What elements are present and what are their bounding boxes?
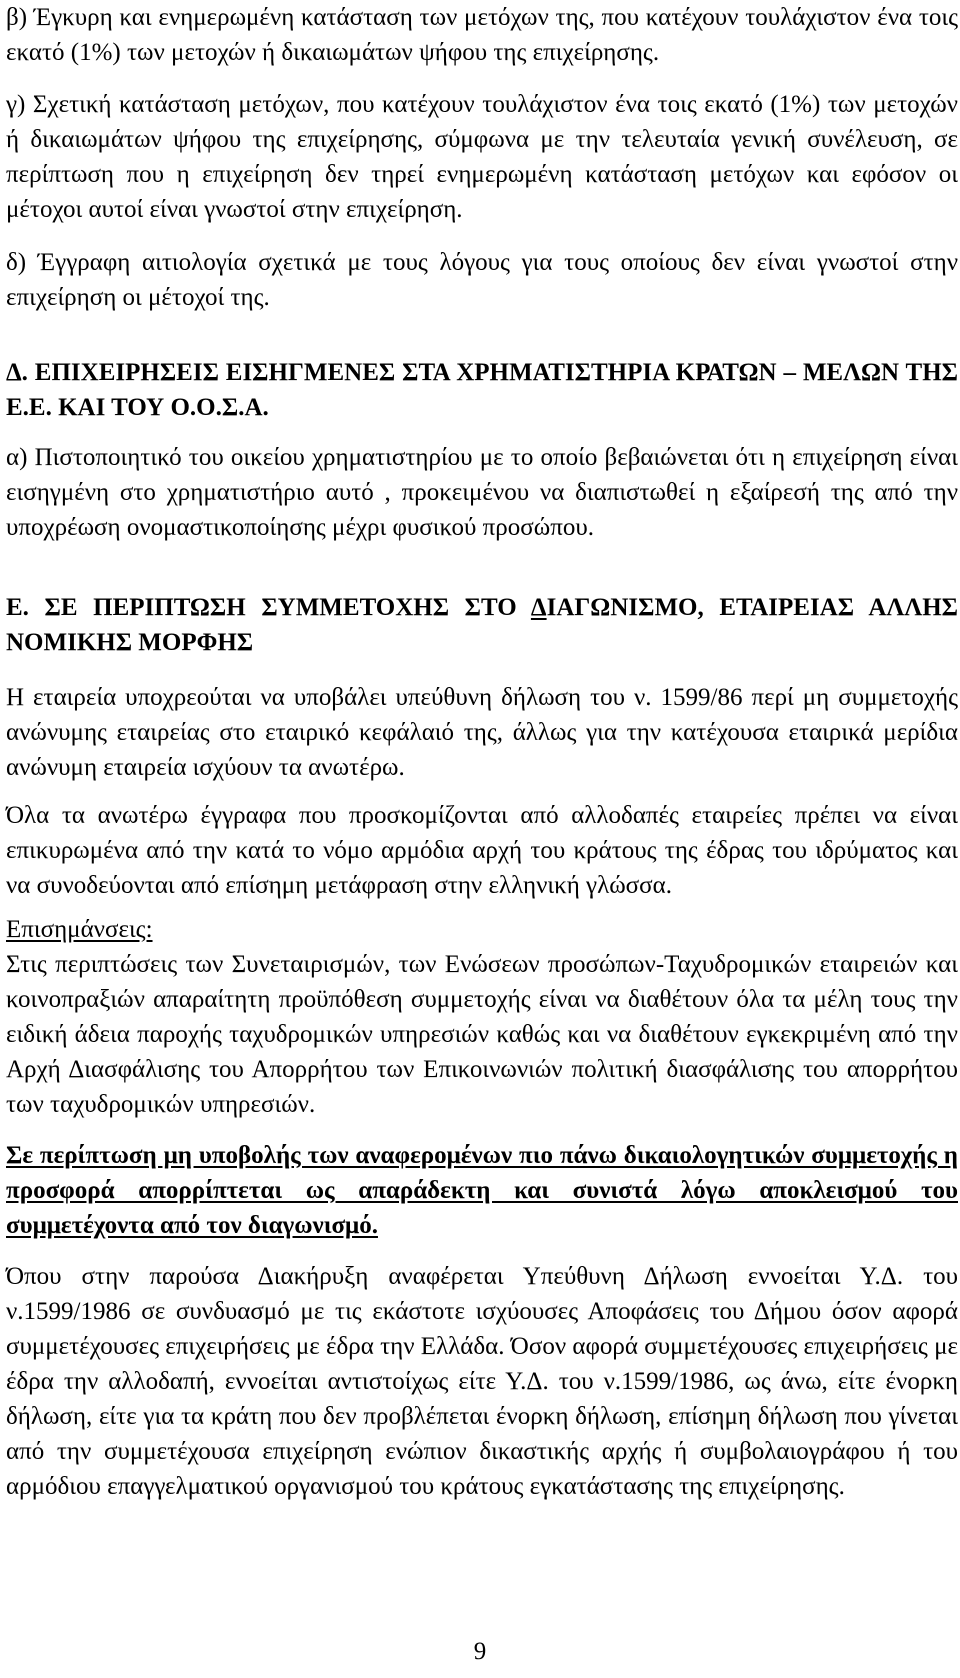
heading-text-part: Ε. ΣΕ ΠΕΡΙΠΤΩΣΗ ΣΥΜΜΕΤΟΧΗΣ ΣΤΟ — [6, 594, 531, 621]
page-number: 9 — [473, 1638, 487, 1665]
heading-text-underlined-letter: Δ — [530, 594, 547, 621]
section-heading-other-legal-form — [6, 590, 958, 660]
paragraph-stock-exchange-certificate: α) Πιστοποιητικό του οικείου χρηματιστηρίου με το οποίο βεβαιώνεται ότι η επιχείρηση είναι εισηγμένη στο χρηματιστήριο αυτό , προκειμένου να διαπιστωθεί η εξαίρεσή της από την υποχρέωση ονομαστικοποίησης μέχρι φυσικού προσώπου. — [6, 444, 958, 541]
paragraph-shareholders-register: β) Έγκυρη και ενημερωμένη κατάσταση των μετόχων της, που κατέχουν τουλάχιστον ένα τοις εκατό (1%) των μετοχών ή δικαιωμάτων ψήφου της επιχείρησης. — [6, 4, 958, 66]
paragraph-rejection-warning: Σε περίπτωση μη υποβολής των αναφερομένων πιο πάνω δικαιολογητικών συμμετοχής η προσφορά απορρίπτεται ως απαράδεκτη και συνιστά λόγω αποκλεισμού του συμμετέχοντα από τον διαγωνισμό. — [6, 1142, 958, 1239]
section-heading-listed-companies: Δ. ΕΠΙΧΕΙΡΗΣΕΙΣ ΕΙΣΗΓΜΕΝΕΣ ΣΤΑ ΧΡΗΜΑΤΙΣΤΗΡΙΑ ΚΡΑΤΩΝ – ΜΕΛΩΝ ΤΗΣ Ε.Ε. ΚΑΙ ΤΟΥ Ο.Ο.Σ.Α. — [6, 359, 958, 421]
paragraph-foreign-documents: Όλα τα ανωτέρω έγγραφα που προσκομίζονται από αλλοδαπές εταιρείες πρέπει να είναι επικυρωμένα από την κατά το νόμο αρμόδια αρχή του κράτους της έδρας του ιδρύματος και να συνοδεύονται από επίσημη μετάφραση στην ελληνική γλώσσα. — [6, 802, 958, 899]
paragraph-notes: Στις περιπτώσεις των Συνεταιρισμών, των Ενώσεων προσώπων-Ταχυδρομικών εταιρειών και κοινοπραξιών απαραίτητη προϋπόθεση συμμετοχής είναι να διαθέτουν όλα τα μέλη τους την ειδική άδεια παροχής ταχυδρομικών υπηρεσιών καθώς και να διαθέτουν εγκεκριμένη από την Αρχή Διασφάλισης του Απορρήτου των Επικοινωνιών πολιτική διασφάλισης του απορρήτου των ταχυδρομικών υπηρεσιών. — [6, 951, 958, 1118]
paragraph-declaration-definition: Όπου στην παρούσα Διακήρυξη αναφέρεται Υπεύθυνη Δήλωση εννοείται Υ.Δ. του ν.1599/1986 σε συνδυασμό με τις εκάστοτε ισχύουσες Αποφάσεις του Δήμου όσον αφορά συμμετέχουσες επιχειρήσεις με έδρα την Ελλάδα. Όσον αφορά συμμετέχουσες επιχειρήσεις με έδρα την αλλοδαπή, εννοείται αντιστοίχως είτε Υ.Δ. του ν.1599/1986, ως άνω, είτε ένορκη δήλωση, είτε για τα κράτη που δεν προβλέπεται ένορκη δήλωση, επίσημη δήλωση που γίνεται από την συμμετέχουσα επιχείρηση ενώπιον δικαστικής αρχής ή συμβολαιογράφου ή του αρμόδιου επαγγελματικού οργανισμού του κράτους εγκατάστασης της επιχείρησης. — [6, 1263, 958, 1500]
notes-title: Επισημάνσεις: — [6, 916, 153, 943]
paragraph-company-declaration: Η εταιρεία υποχρεούται να υποβάλει υπεύθυνη δήλωση του ν. 1599/86 περί μη συμμετοχής ανώνυμης εταιρείας στο εταιρικό κεφάλαιό της, άλλως για την κατέχουσα εταιρικά μερίδια ανώνυμη εταιρεία ισχύουν τα ανωτέρω. — [6, 684, 958, 781]
paragraph-written-justification: δ) Έγγραφη αιτιολογία σχετικά με τους λόγους για τους οποίους δεν είναι γνωστοί στην επιχείρηση οι μέτοχοί της. — [6, 249, 958, 311]
heading-text-part: ΙΑΓΩΝΙΣΜΟ, ΕΤΑΙΡΕΙΑΣ ΑΛΛΗΣ ΝΟΜΙΚΗΣ ΜΟΡΦΗΣ — [6, 594, 959, 656]
paragraph-shareholders-general-assembly: γ) Σχετική κατάσταση μετόχων, που κατέχουν τουλάχιστον ένα τοις εκατό (1%) των μετοχών ή δικαιωμάτων ψήφου της επιχείρησης, σύμφωνα με την τελευταία γενική συνέλευση, σε περίπτωση που η επιχείρηση δεν τηρεί ενημερωμένη κατάσταση μετόχων και εφόσον οι μέτοχοι αυτοί είναι γνωστοί στην επιχείρηση. — [6, 91, 958, 223]
